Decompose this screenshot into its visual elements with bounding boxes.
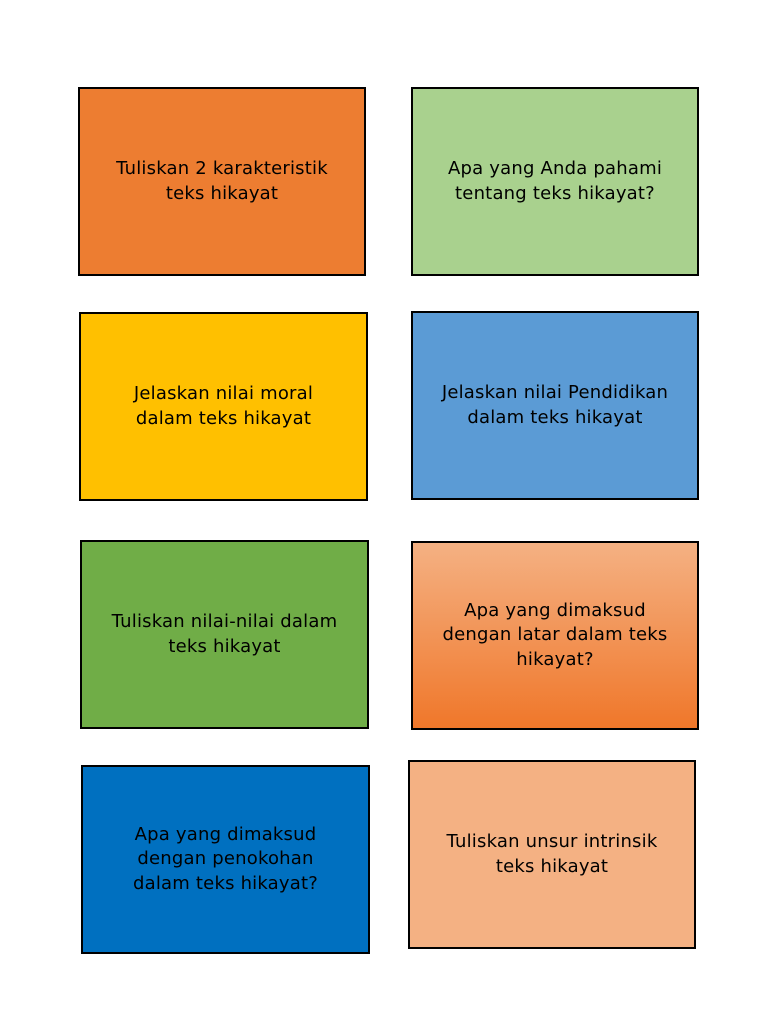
question-card — [408, 760, 696, 949]
question-card — [411, 87, 699, 276]
question-text: Apa yang dimaksud dengan penokohan dalam teks hikayat? — [132, 823, 319, 894]
question-card — [80, 540, 369, 729]
question-card — [78, 87, 366, 276]
question-text: Jelaskan nilai Pendidikan dalam teks hikayat — [441, 382, 669, 428]
question-text: Apa yang Anda pahami tentang teks hikayat? — [447, 158, 663, 204]
question-text: Tuliskan 2 karakteristik teks hikayat — [116, 158, 328, 204]
question-card — [411, 541, 699, 730]
question-text: Tuliskan nilai-nilai dalam teks hikayat — [111, 611, 338, 657]
question-card — [411, 311, 699, 500]
question-card — [79, 312, 368, 501]
question-text: Tuliskan unsur intrinsik teks hikayat — [446, 831, 658, 877]
question-card — [81, 765, 370, 954]
question-text: Apa yang dimaksud dengan latar dalam teks hikayat? — [442, 599, 668, 670]
question-text: Jelaskan nilai moral dalam teks hikayat — [133, 383, 314, 429]
